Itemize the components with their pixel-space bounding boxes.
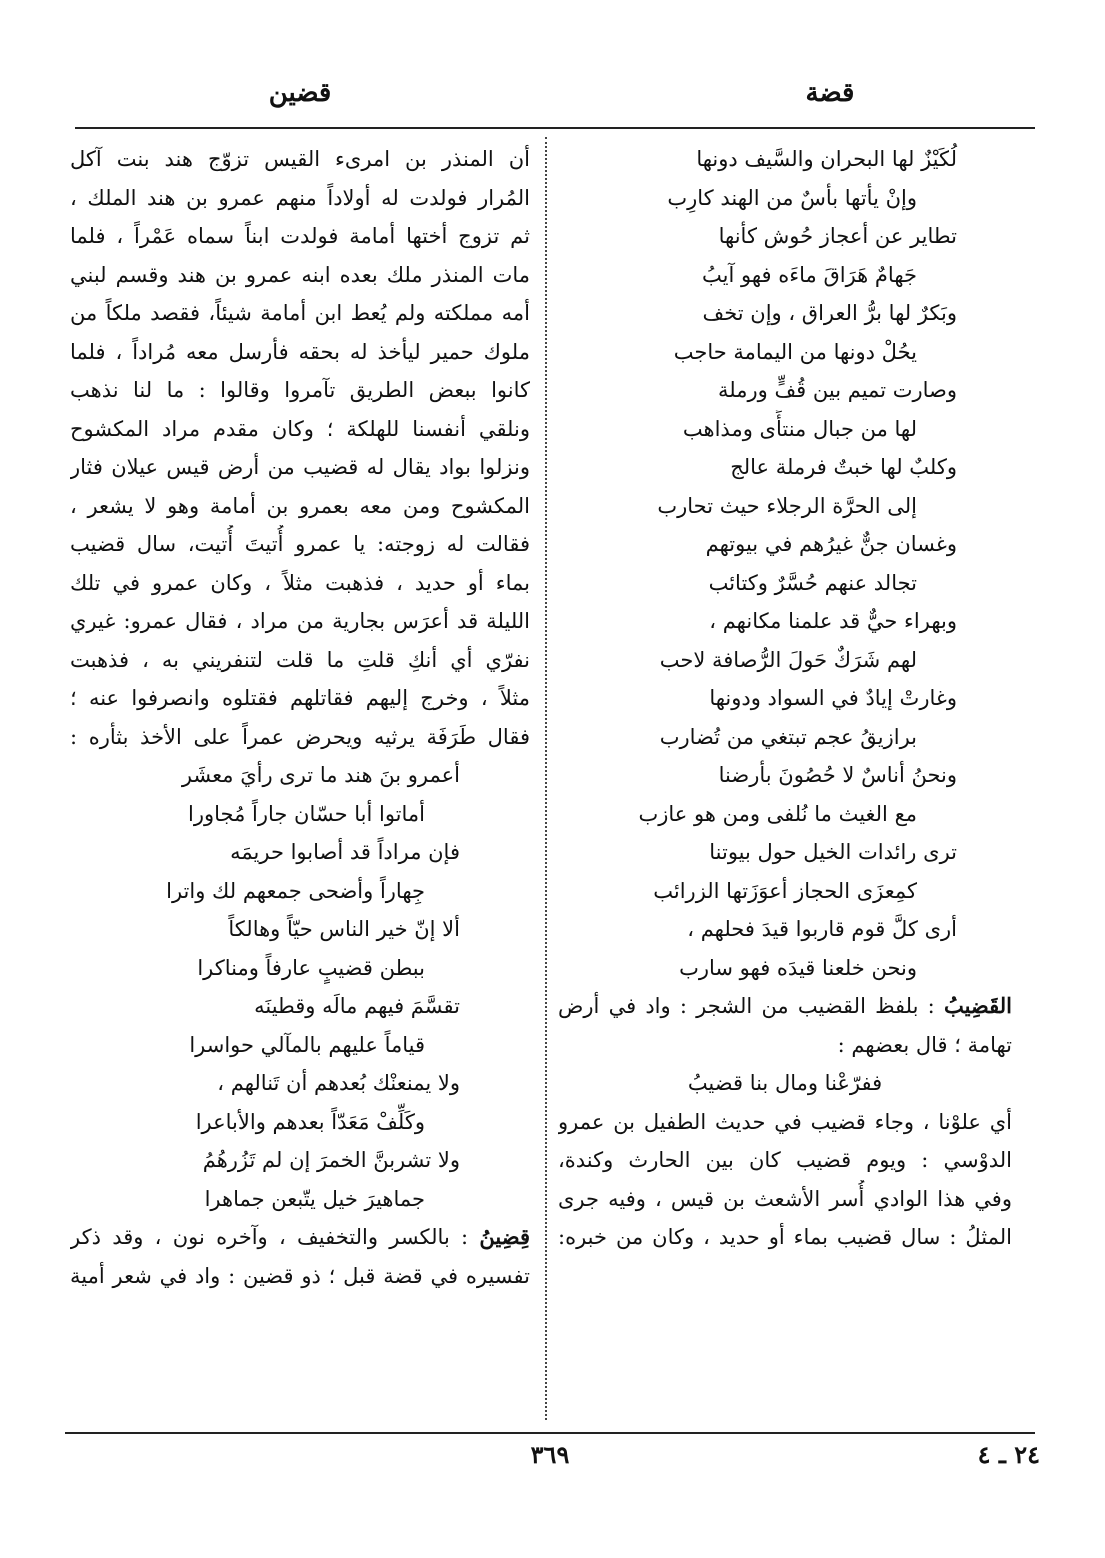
prose-line: تفسيره في قضة قبل ؛ ذو قضين : واد في شعر أمية xyxy=(70,1263,530,1288)
prose-line: فقال طَرَفَة يرثيه ويحرض عمراً على الأخذ بثأره : xyxy=(70,724,530,749)
poem-line: وكلبٌ لها خبتٌ فرملة عالج xyxy=(730,455,957,479)
prose-line: مات المنذر ملك بعده ابنه عمرو بن هند وقسم لبني xyxy=(70,262,530,287)
footer-rule xyxy=(65,1432,1035,1434)
poem-line: تجالد عنهم حُسَّرٌ وكتائب xyxy=(708,570,917,595)
prose-line: ونزلوا بواد يقال له قضيب من أرض قيس عيلان فثار xyxy=(70,455,530,479)
poem-line: مع الغيث ما نُلفى ومن هو عازب xyxy=(638,801,917,826)
poem-line: وصارت تميم بين قُفٍّ ورملة xyxy=(718,378,957,402)
poem-line: وغارتْ إيادٌ في السواد ودونها xyxy=(709,686,957,710)
prose-line: وفي هذا الوادي أُسر الأشعث بن قيس ، وفيه جرى xyxy=(558,1186,1012,1211)
entry-text: : بلفظ القضيب من الشجر : واد في أرض xyxy=(558,994,935,1018)
prose-line: الدوْسي : ويوم قضيب كان بين الحارث وكندة، xyxy=(558,1148,1012,1172)
right-column xyxy=(558,140,1012,1257)
poem-line: تقسَّمَ فيهم مالَه وقطينَه xyxy=(254,994,460,1018)
prose-line: مثلاً ، وخرج إليهم فقاتلهم فقتلوه وانصرفوا عنه ؛ xyxy=(70,686,530,710)
column-divider xyxy=(545,137,547,1420)
poem-line: ببطن قضيبٍ عارفاً ومناكرا xyxy=(197,955,425,980)
left-column xyxy=(70,140,530,1295)
prose-line: فقالت له زوجته: يا عمرو أُتيتَ أُتيت، سال قضيب xyxy=(70,532,530,556)
prose-line: كانوا ببعض الطريق تآمروا وقالوا : ما لنا نذهب xyxy=(70,378,530,402)
running-head-left: قضين xyxy=(268,78,332,108)
entry-head-qadin: قِضِينُ xyxy=(479,1224,530,1249)
poem-line: أعمرو بنَ هند ما ترى رأيَ معشَر xyxy=(181,763,460,787)
poem-line: يحُلْ دونها من اليمامة حاجب xyxy=(673,339,917,364)
entry-text: : بالكسر والتخفيف ، وآخره نون ، وقد ذكر xyxy=(70,1225,469,1249)
prose-line: أمه مملكته ولم يُعط ابن أمامة شيئاً، فقصد ملكاً من xyxy=(70,301,530,325)
poem-line: ألا إنّ خير الناس حيّاً وهالكاً xyxy=(228,917,460,941)
quoted-verse: ففرّعْنا ومال بنا قضيبُ xyxy=(687,1071,883,1095)
poem-line: قياماً عليهم بالمآلي حواسرا xyxy=(189,1032,425,1057)
poem-line: وإنْ يأتها بأسٌ من الهند كارِب xyxy=(667,185,917,210)
entry-qadib-first-line xyxy=(558,987,1012,1026)
poem-line: تطاير عن أعجاز حُوش كأنها xyxy=(718,224,957,248)
poem-line: ولا تشربنَّ الخمرَ إن لم تَزُرهُمُ xyxy=(202,1148,460,1172)
poem-line: جِهاراً وأضحى جمعهم لك واترا xyxy=(166,878,425,903)
poem-line: كمِعزَى الحجاز أعوَزَتها الزرائب xyxy=(653,878,917,903)
prose-line: نفرّي أي أنكِ قلتِ ما قلت لتنفريني به ، فذهبت xyxy=(70,647,530,672)
header-rule xyxy=(75,127,1035,129)
poem-line: فإن مراداً قد أصابوا حريمَه xyxy=(230,840,460,864)
poem-line: لهم شَرَكٌ حَولَ الرُّصافة لاحب xyxy=(659,647,917,672)
prose-line: تهامة ؛ قال بعضهم : xyxy=(837,1032,1012,1057)
poem-line: ترى رائدات الخيل حول بيوتنا xyxy=(709,840,957,864)
running-head-right: قضة xyxy=(805,78,855,108)
poem-line: لُكَيْزٌ لها البحران والسَّيف دونها xyxy=(696,147,957,171)
poem-line: برازيقُ عجم تبتغي من تُضارب xyxy=(659,724,917,749)
entry-qadin-first-line xyxy=(70,1218,530,1257)
poem-line: وكَلِّفْ مَعَدّاً بعدهم والأباعرا xyxy=(195,1109,425,1134)
prose-line: ونلقي أنفسنا للهلكة ؛ وكان مقدم مراد المكشوح xyxy=(70,416,530,441)
prose-line: أن المنذر بن امرىء القيس تزوّج هند بنت آكل xyxy=(70,147,530,171)
poem-line: ونحنُ أناسٌ لا حُصُونَ بأرضنا xyxy=(718,763,957,787)
signature-mark: ٢٤ ـ ٤ xyxy=(977,1440,1040,1469)
prose-line: ملوك حمير ليأخذ له بحقه فأرسل معه مُراداً ، فلما xyxy=(70,339,530,364)
poem-line: إلى الحرَّة الرجلاء حيث تحارب xyxy=(657,493,917,518)
page-number: ٣٦٩ xyxy=(530,1440,570,1469)
poem-line: وبهراء حيٌّ قد علمنا مكانهم ، xyxy=(709,609,957,633)
poem-line: أرى كلَّ قوم قاربوا قيدَ فحلهم ، xyxy=(687,917,957,941)
poem-line: وبَكرٌ لها برُّ العراق ، وإن تخف xyxy=(702,301,957,325)
prose-line: المُرار فولدت له أولاداً منهم عمرو بن هند الملك ، xyxy=(70,185,530,210)
poem-line: ونحن خلعنا قيدَه فهو سارب xyxy=(679,955,917,980)
prose-line: ثم تزوج أختها أمامة فولدت ابناً سماه عَمْراً ، فلما xyxy=(70,224,530,248)
poem-line: لها من جبال منتأًى ومذاهب xyxy=(682,416,917,441)
prose-line: المكشوح ومن معه بعمرو بن أمامة وهو لا يشعر ، xyxy=(70,493,530,518)
prose-line: بماء أو حديد ، فذهبت مثلاً ، وكان عمرو في تلك xyxy=(70,570,530,595)
poem-line: وغسان جنٌّ غيرُهم في بيوتهم xyxy=(705,532,957,556)
poem-line: أماتوا أبا حسّان جاراً مُجاورا xyxy=(188,801,425,826)
poem-line: جَهامٌ هَرَاقَ ماءَه فهو آيبُ xyxy=(702,262,917,287)
prose-line: الليلة قد أعرَس بجارية من مراد ، فقال عمرو: غيري xyxy=(70,609,530,633)
prose-line: أي علوْنا ، وجاء قضيب في حديث الطفيل بن عمرو xyxy=(558,1109,1012,1134)
poem-line: جماهيرَ خيل يتّبعن جماهرا xyxy=(204,1186,425,1211)
entry-head-qadib: القَضِيبُ xyxy=(943,993,1012,1018)
prose-line: المثلُ : سال قضيب بماء أو حديد ، وكان من خبره: xyxy=(558,1225,1012,1249)
poem-line: ولا يمنعنْك بُعدهم أن تَنالهم ، xyxy=(217,1071,460,1095)
